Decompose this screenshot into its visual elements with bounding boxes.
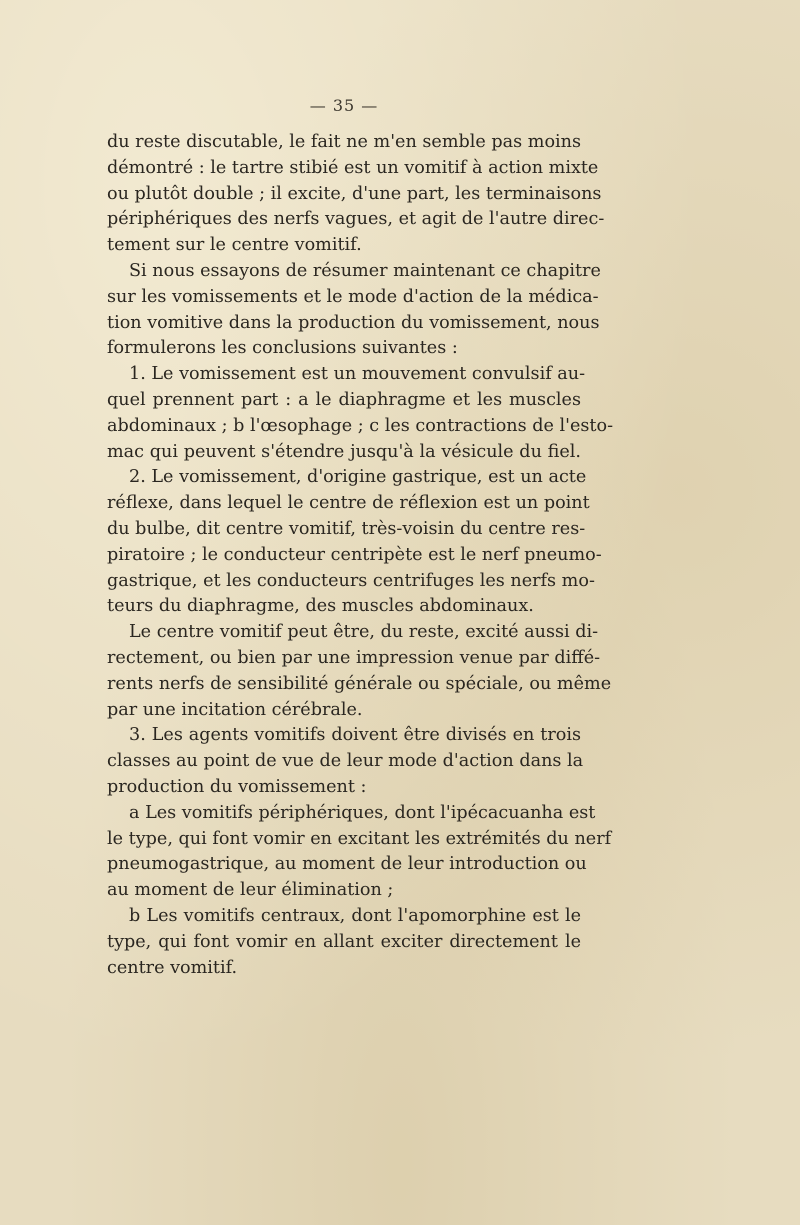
text-line: production du vomissement : bbox=[107, 776, 367, 797]
text-line: type, qui font vomir en allant exciter directement le bbox=[107, 931, 581, 952]
text-line: rectement, ou bien par une impression venue par diffé- bbox=[107, 647, 601, 668]
text-line: formulerons les conclusions suivantes : bbox=[107, 338, 458, 359]
text-line: Si nous essayons de résumer maintenant ce chapitre bbox=[129, 260, 601, 281]
text-line: du bulbe, dit centre vomitif, très-voisin du centre res- bbox=[107, 518, 586, 539]
text-line: rents nerfs de sensibilité générale ou spéciale, ou même bbox=[107, 673, 612, 694]
text-line: par une incitation cérébrale. bbox=[107, 699, 363, 720]
text-line: piratoire ; le conducteur centripète est le nerf pneumo- bbox=[107, 544, 602, 565]
text-line: ou plutôt double ; il excite, d'une part, les terminaisons bbox=[107, 183, 602, 204]
text-line: 3. Les agents vomitifs doivent être divisés en trois bbox=[129, 725, 581, 746]
text-line: teurs du diaphragme, des muscles abdominaux. bbox=[107, 596, 534, 617]
text-line: démontré : le tartre stibié est un vomitif à action mixte bbox=[107, 157, 599, 178]
text-line: au moment de leur élimination ; bbox=[107, 880, 394, 901]
page-number: — 35 — bbox=[309, 96, 379, 115]
text-line: abdominaux ; b l'œsophage ; c les contractions de l'esto- bbox=[107, 415, 614, 436]
text-line: Le centre vomitif peut être, du reste, excité aussi di- bbox=[129, 622, 599, 643]
body-text bbox=[107, 130, 614, 981]
text-line: mac qui peuvent s'étendre jusqu'à la vésicule du fiel. bbox=[107, 441, 581, 462]
text-line: b Les vomitifs centraux, dont l'apomorphine est le bbox=[129, 905, 581, 926]
text-line: réflexe, dans lequel le centre de réflexion est un point bbox=[107, 493, 590, 514]
text-line: du reste discutable, le fait ne m'en semble pas moins bbox=[107, 132, 582, 152]
text-line: quel prennent part : a le diaphragme et les muscles bbox=[107, 389, 581, 410]
text-line: sur les vomissements et le mode d'action de la médica- bbox=[107, 286, 599, 307]
text-line: 2. Le vomissement, d'origine gastrique, est un acte bbox=[129, 467, 587, 488]
text-line: pneumogastrique, au moment de leur introduction ou bbox=[107, 854, 587, 875]
text-line: tion vomitive dans la production du vomissement, nous bbox=[107, 312, 600, 333]
text-line: centre vomitif. bbox=[107, 957, 238, 978]
text-line: gastrique, et les conducteurs centrifuges les nerfs mo- bbox=[107, 570, 595, 591]
text-line: tement sur le centre vomitif. bbox=[107, 235, 362, 256]
text-line: 1. Le vomissement est un mouvement convulsif au- bbox=[129, 364, 586, 385]
text-line: a Les vomitifs périphériques, dont l'ipécacuanha est bbox=[129, 802, 596, 823]
text-line: classes au point de vue de leur mode d'action dans la bbox=[107, 751, 584, 772]
text-line: le type, qui font vomir en excitant les extrémités du nerf bbox=[107, 828, 612, 849]
text-line: périphériques des nerfs vagues, et agit de l'autre direc- bbox=[107, 209, 605, 230]
